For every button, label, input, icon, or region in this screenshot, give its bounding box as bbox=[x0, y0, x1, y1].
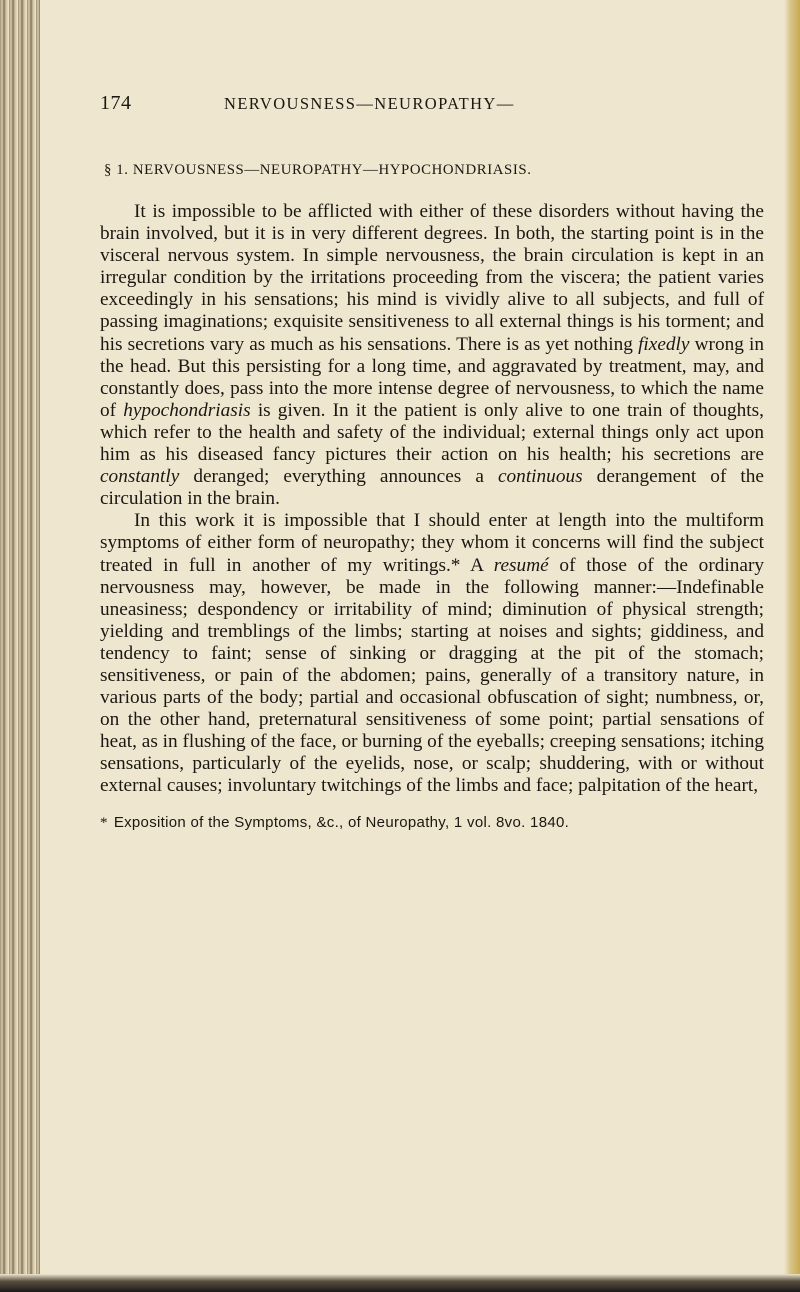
page-edge-right bbox=[784, 0, 800, 1292]
footnote-text: Exposition of the Symptoms, &c., of Neuropathy, 1 vol. 8vo. 1840. bbox=[113, 813, 570, 831]
binding-gutter bbox=[0, 0, 40, 1292]
paragraph-1: It is impossible to be afflicted with either of these disorders without having the brain involved, but it is in very different degrees. In both, the starting point is in the visceral nervous system. In simple nervousness, the brain circulation is kept in an irregular condition by the irritations proceeding from the viscera; the patient varies exceedingly in his sensations; his mind is vividly alive to all subjects, and full of passing imaginations; exquisite sensitiveness to all external things is his torment; and his secretions vary as much as his sensations. There is as yet nothing fixedly wrong in the head. But this persisting for a long time, and aggravated by treatment, may, and constantly does, pass into the more intense degree of nervousness, to which the name of hypochondriasis is given. In it the patient is only alive to one train of thoughts, which refer to the health and safety of the individual; external things only act upon him as his diseased fancy pictures their action on his health; his secretions are constantly deranged; everything announces a continuous derangement of the circulation in the brain. bbox=[100, 201, 765, 510]
footnote bbox=[100, 814, 764, 832]
emphasis-hypochondriasis: hypochondriasis bbox=[123, 399, 251, 421]
running-head bbox=[100, 92, 764, 122]
book-page bbox=[100, 92, 764, 832]
section-heading: § 1. NERVOUSNESS—NEUROPATHY—HYPOCHONDRIASIS. bbox=[104, 162, 532, 178]
emphasis-constantly: constantly bbox=[100, 466, 180, 488]
page-edge-bottom bbox=[0, 1274, 800, 1292]
running-title: NERVOUSNESS—NEUROPATHY— bbox=[224, 94, 515, 113]
body-text bbox=[100, 201, 764, 798]
footnote-mark: * bbox=[100, 814, 108, 831]
emphasis-continuous: continuous bbox=[497, 466, 583, 488]
page-number: 174 bbox=[100, 92, 132, 114]
paragraph-2: In this work it is impossible that I should enter at length into the multiform symptoms of either form of neuropathy; they whom it concerns will find the subject treated in full in another of my writings.* A resumé of those of the ordinary nervousness may, however, be made in the following manner:—Indefinable uneasiness; despondency or irritability of mind; diminution of physical strength; yielding and tremblings of the limbs; starting at noises and sights; giddiness, and tendency to faint; sense of sinking or dragging at the pit of the stomach; sensitiveness, or pain of the abdomen; pains, generally of a transitory nature, in various parts of the body; partial and occasional obfuscation of sight; numbness, or, on the other hand, preternatural sensitiveness of some point; partial sensations of heat, as in flushing of the face, or burning of the eyeballs; creeping sensations; itching sensations, particularly of the eyelids, nose, or scalp; shuddering, with or without external causes; involuntary twitchings of the limbs and face; palpitation of the heart, bbox=[100, 510, 765, 797]
emphasis-resume: resumé bbox=[493, 554, 549, 576]
emphasis-fixedly: fixedly bbox=[638, 333, 690, 355]
